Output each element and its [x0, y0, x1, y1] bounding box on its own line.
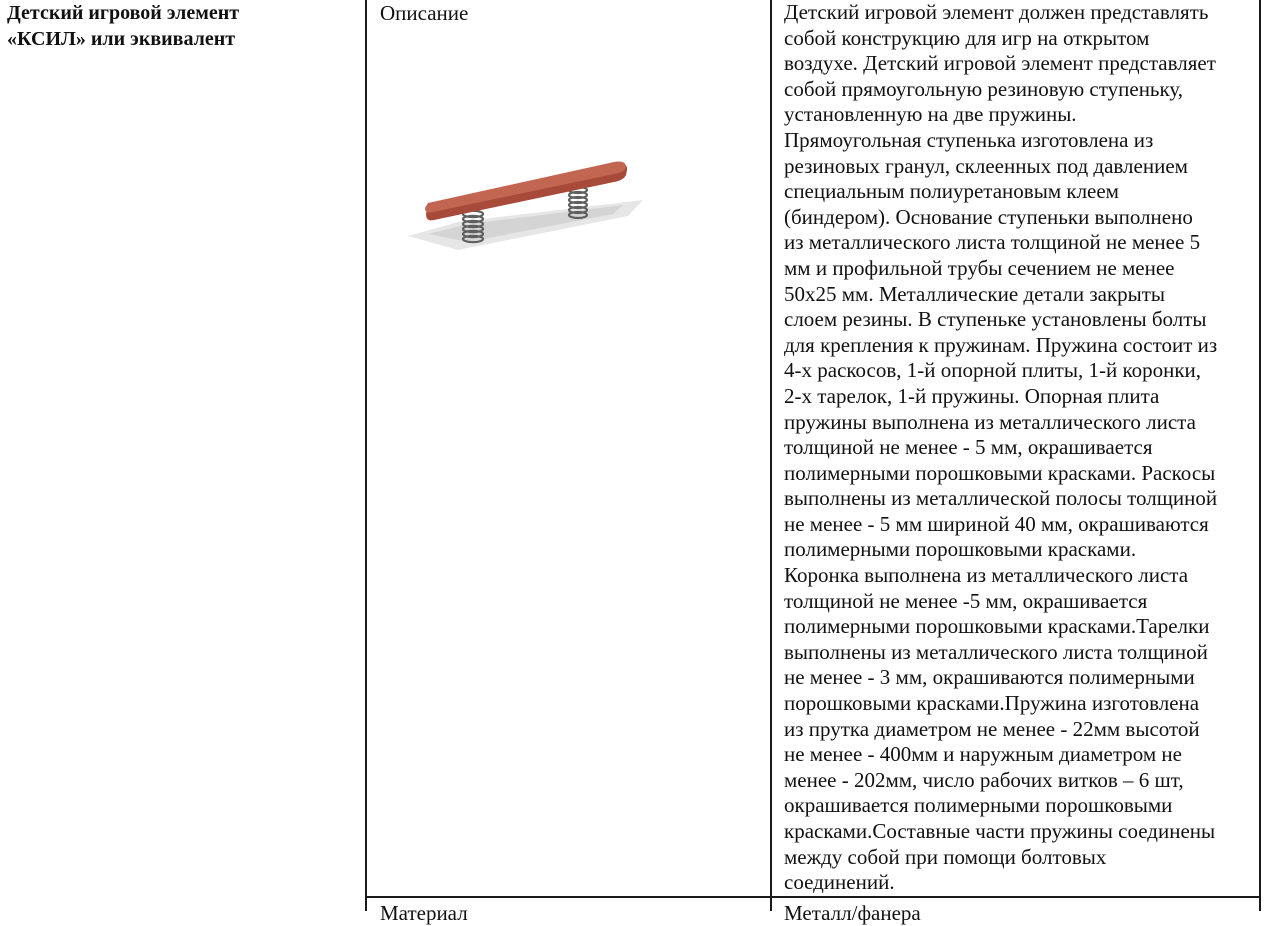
description-line: соединений.	[784, 870, 895, 895]
left-spring	[463, 211, 483, 242]
product-title-line: «КСИЛ» или эквивалент	[7, 28, 236, 50]
description-line: выполнены из металлического листа толщиной	[784, 639, 1208, 664]
description-line: 4-х раскосов, 1-й опорной плиты, 1-й коронки,	[784, 358, 1202, 383]
description-line: полимерными порошковыми красками. Раскосы	[784, 460, 1216, 485]
product-title-line: Детский игровой элемент	[7, 2, 240, 24]
description-line: полимерными порошковыми красками.Тарелки	[784, 614, 1210, 639]
description-line: из прутка диаметром не менее - 22мм высотой	[784, 716, 1200, 741]
description-line: 2-х тарелок, 1-й пружины. Опорная плита	[784, 383, 1160, 408]
description-line: Коронка выполнена из металлического листа	[784, 563, 1189, 588]
material-value: Металл/фанера	[784, 901, 921, 925]
description-label: Описание	[380, 1, 469, 25]
column-divider-1	[365, 0, 367, 911]
product-image	[398, 150, 648, 265]
description-line: воздухе. Детский игровой элемент представляет	[784, 51, 1216, 76]
description-line: не менее - 5 мм шириной 40 мм, окрашиваются	[784, 511, 1209, 536]
description-line: (биндером). Основание ступеньки выполнено	[784, 204, 1193, 229]
description-line: установленную на две пружины.	[784, 102, 1077, 127]
description-line: пружины выполнена из металлического листа	[784, 409, 1196, 434]
description-line: для крепления к пружинам. Пружина состоит из	[784, 332, 1218, 357]
description-line: слоем резины. В ступеньке установлены болты	[784, 307, 1207, 332]
description-line: окрашивается полимерными порошковыми	[784, 793, 1173, 818]
material-label: Материал	[380, 901, 468, 925]
description-line: собой прямоугольную резиновую ступеньку,	[784, 76, 1184, 101]
description-line: красками.Составные части пружины соединены	[784, 819, 1216, 843]
right-spring	[569, 187, 587, 218]
column-divider-2	[770, 0, 772, 911]
description-line: из металлического листа толщиной не менее 5	[784, 230, 1201, 255]
description-line: толщиной не менее -5 мм, окрашивается	[784, 588, 1148, 613]
description-line: толщиной не менее - 5 мм, окрашивается	[784, 435, 1153, 460]
description-line: 50х25 мм. Металлические детали закрыты	[784, 281, 1166, 306]
description-line: выполнены из металлической полосы толщиной	[784, 486, 1218, 511]
description-line: специальным полиуретановым клеем	[784, 179, 1119, 204]
description-line: мм и профильной трубы сечением не менее	[784, 255, 1175, 280]
description-line: не менее - 3 мм, окрашиваются полимерными	[784, 665, 1195, 690]
description-line: Детский игровой элемент должен представлять	[784, 0, 1209, 24]
spring-step-illustration	[398, 150, 648, 265]
product-title	[7, 0, 337, 52]
description-line: порошковыми красками.Пружина изготовлена	[784, 691, 1200, 716]
row-divider	[365, 896, 1261, 898]
description-line: полимерными порошковыми красками.	[784, 537, 1137, 562]
description-line: менее - 202мм, число рабочих витков – 6 шт,	[784, 767, 1184, 792]
description-line: Прямоугольная ступенька изготовлена из	[784, 127, 1154, 152]
description-line: резиновых гранул, склеенных под давлением	[784, 153, 1188, 178]
description-line: между собой при помощи болтовых	[784, 844, 1107, 869]
description-text	[784, 0, 1262, 896]
description-line: не менее - 400мм и наружным диаметром не	[784, 742, 1182, 767]
description-line: собой конструкцию для игр на открытом	[784, 25, 1150, 50]
